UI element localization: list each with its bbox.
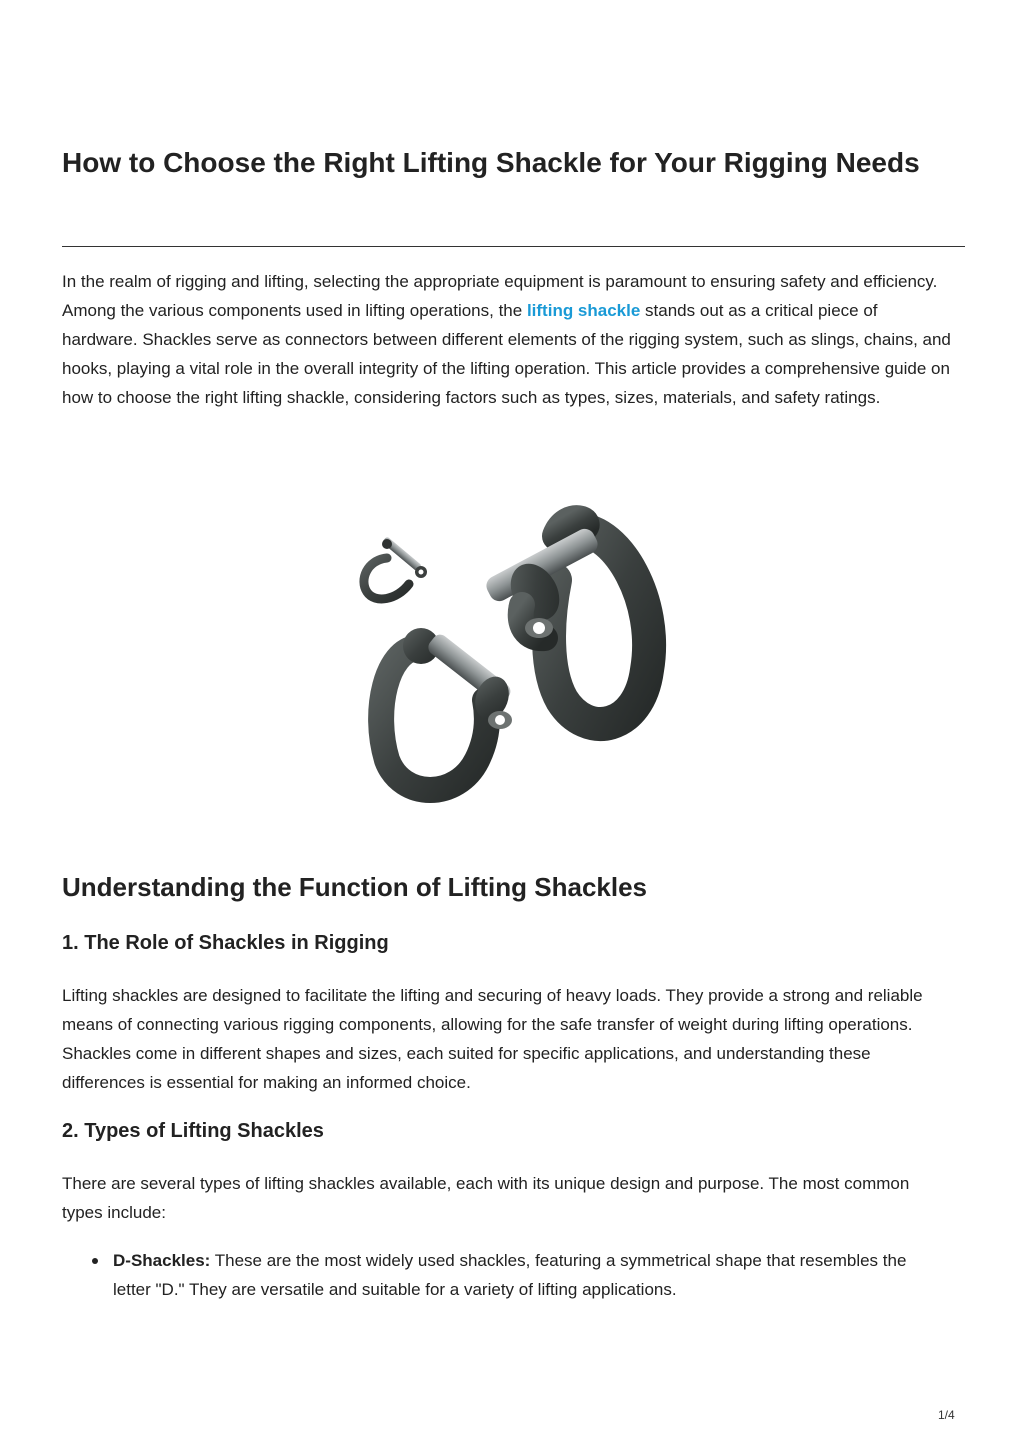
intro-text-end: stands out as a critical piece of hardware. Shackles serve as connectors between different elements of the rigging system, such as slings, chains, and hooks, playing a vital role in the overall integrity of the lifting operation. This article provides a comprehensive guide on how to choose the right lifting shackle, considering factors such as types, sizes, materials, and safety ratings. [62, 301, 951, 407]
shackles-illustration [317, 500, 712, 810]
small-shackle [364, 536, 427, 599]
lifting-shackle-link[interactable]: lifting shackle [526, 301, 641, 320]
list-item-term: D-Shackles: [113, 1251, 211, 1270]
types-paragraph: There are several types of lifting shackles available, each with its unique design and purpose. The most common types include: [62, 1174, 910, 1222]
list-item-text: These are the most widely used shackles, featuring a symmetrical shape that resembles the letter "D." They are versatile and suitable for a variety of lifting applications. [113, 1251, 907, 1299]
medium-shackle [381, 628, 514, 790]
shackles-photo [317, 500, 712, 810]
shackle-types-list [62, 1246, 933, 1304]
subsection-heading-role: 1. The Role of Shackles in Rigging [62, 932, 389, 954]
list-item [113, 1246, 933, 1304]
article-title: How to Choose the Right Lifting Shackle for Your Rigging Needs [62, 147, 920, 178]
role-paragraph: Lifting shackles are designed to facilitate the lifting and securing of heavy loads. They provide a strong and reliable means of connecting various rigging components, allowing for the safe transfer of weight during lifting operations. Shackles come in different shapes and sizes, each suited for specific applications, and understanding these differences is essential for making an informed choice. [62, 986, 923, 1092]
intro-paragraph [62, 267, 952, 412]
section-heading: Understanding the Function of Lifting Shackles [62, 872, 648, 902]
page-number: 1/4 [938, 1408, 955, 1422]
intro-text-start: In the realm of rigging and lifting, selecting the appropriate equipment is paramount to ensuring safety and efficiency. Among the various components used in lifting operations, the [62, 272, 938, 320]
subsection-heading-types: 2. Types of Lifting Shackles [62, 1120, 324, 1142]
title-divider [62, 246, 965, 247]
